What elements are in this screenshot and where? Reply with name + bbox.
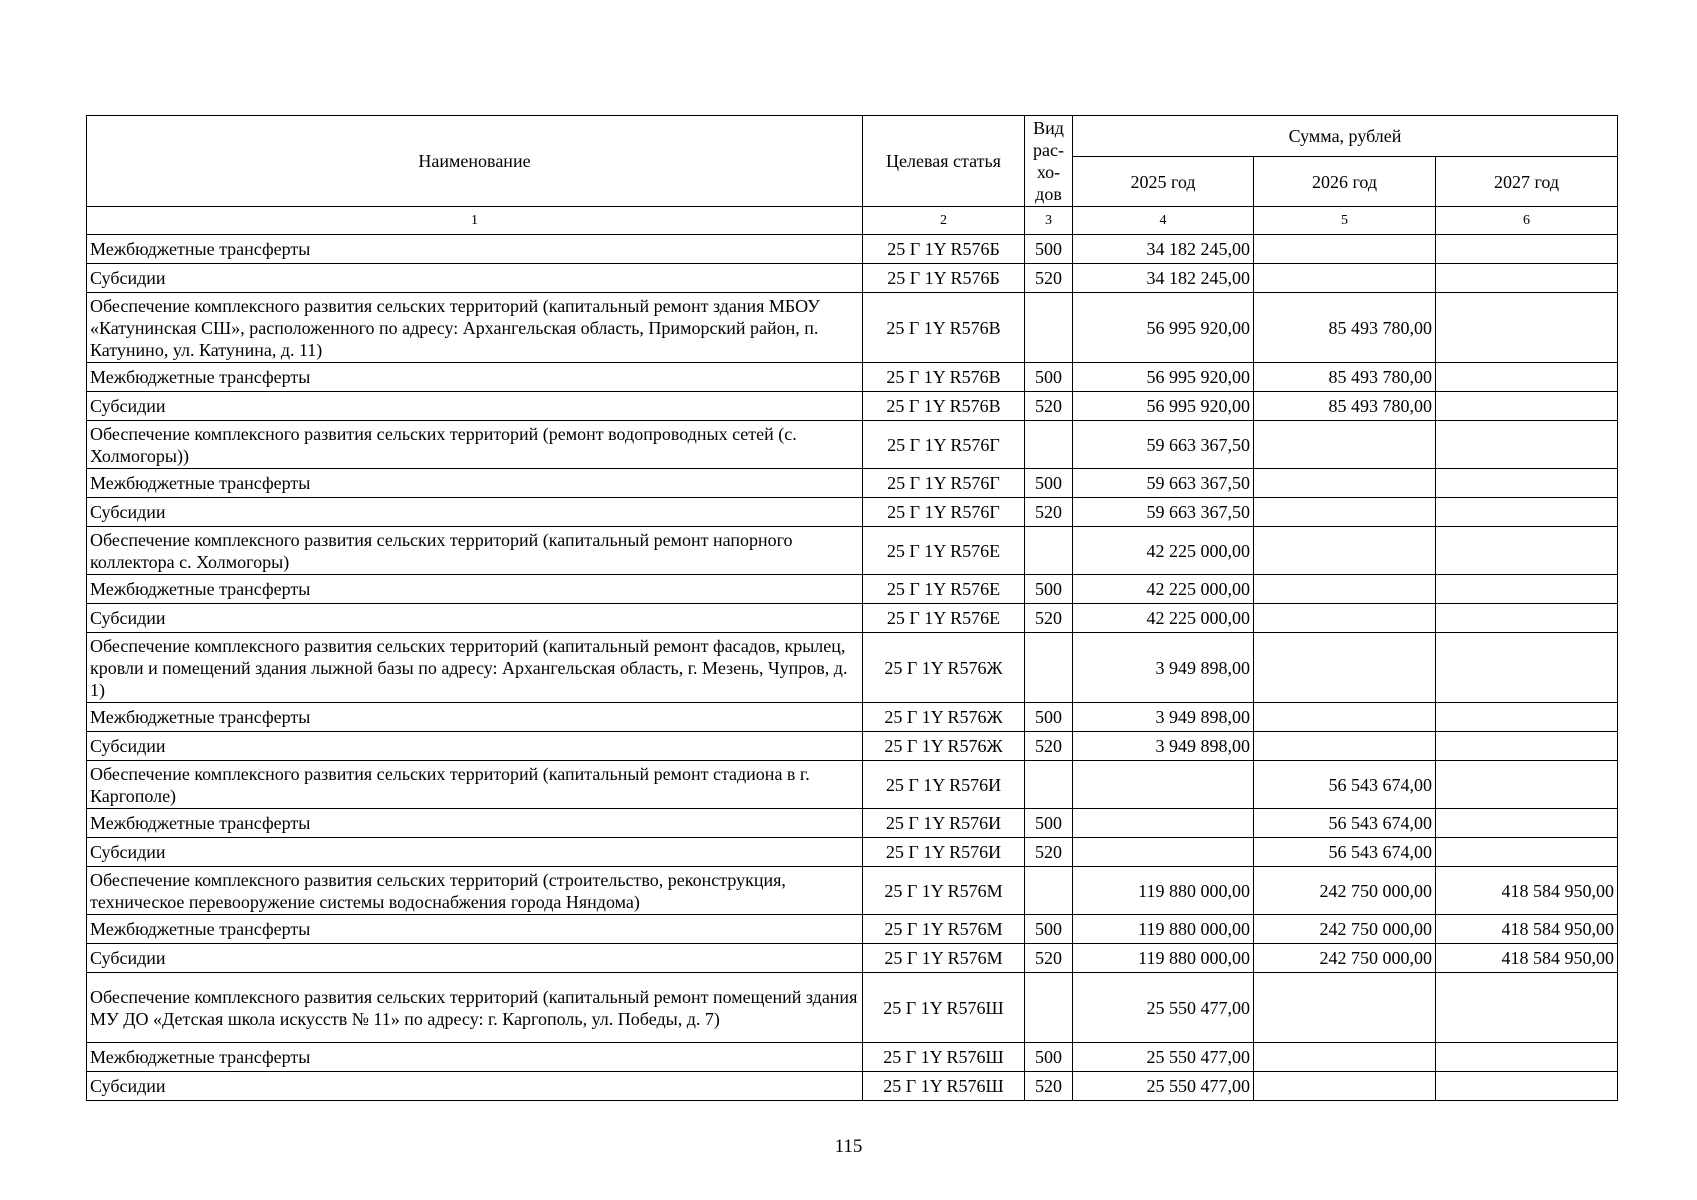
row-name: Межбюджетные трансферты [87,469,863,498]
row-expense-type: 520 [1025,732,1073,761]
row-amount-2025 [1073,838,1254,867]
row-target-article: 25 Г 1Y R576Ж [863,703,1025,732]
header-target-article: Целевая статья [863,116,1025,207]
row-expense-type [1025,421,1073,469]
row-target-article: 25 Г 1Y R576В [863,392,1025,421]
row-amount-2026 [1254,498,1436,527]
row-amount-2027 [1436,838,1618,867]
table-row [87,264,1618,293]
row-expense-type [1025,867,1073,915]
row-name: Межбюджетные трансферты [87,363,863,392]
row-expense-type [1025,761,1073,809]
row-target-article: 25 Г 1Y R576Е [863,575,1025,604]
row-amount-2025: 59 663 367,50 [1073,421,1254,469]
row-expense-type [1025,973,1073,1043]
row-name: Субсидии [87,944,863,973]
row-amount-2027 [1436,264,1618,293]
row-target-article: 25 Г 1Y R576Б [863,235,1025,264]
table-row [87,944,1618,973]
header-expense-type-line: хо- [1036,162,1061,182]
row-amount-2027 [1436,575,1618,604]
header-expense-type-line: рас- [1033,140,1064,160]
row-amount-2027 [1436,469,1618,498]
row-amount-2026: 242 750 000,00 [1254,944,1436,973]
row-expense-type: 520 [1025,392,1073,421]
row-name: Межбюджетные трансферты [87,575,863,604]
row-amount-2025 [1073,761,1254,809]
row-name: Субсидии [87,604,863,633]
row-amount-2025: 25 550 477,00 [1073,1043,1254,1072]
header-name: Наименование [87,116,863,207]
row-amount-2027 [1436,604,1618,633]
row-amount-2027: 418 584 950,00 [1436,915,1618,944]
row-target-article: 25 Г 1Y R576Ш [863,1072,1025,1101]
row-name: Субсидии [87,392,863,421]
row-amount-2026 [1254,1072,1436,1101]
row-target-article: 25 Г 1Y R576М [863,944,1025,973]
row-name: Обеспечение комплексного развития сельских территорий (строительство, реконструкция, техническое перевооружение системы водоснабжения города Няндома) [87,867,863,915]
row-name: Обеспечение комплексного развития сельских территорий (капитальный ремонт стадиона в г. Каргополе) [87,761,863,809]
row-target-article: 25 Г 1Y R576Г [863,421,1025,469]
row-expense-type [1025,293,1073,363]
header-sum: Сумма, рублей [1073,116,1618,157]
row-amount-2025: 34 182 245,00 [1073,235,1254,264]
row-amount-2026: 56 543 674,00 [1254,761,1436,809]
table-row [87,235,1618,264]
row-amount-2026 [1254,527,1436,575]
row-amount-2026: 85 493 780,00 [1254,363,1436,392]
row-amount-2026: 242 750 000,00 [1254,915,1436,944]
row-target-article: 25 Г 1Y R576Б [863,264,1025,293]
row-amount-2026 [1254,732,1436,761]
row-expense-type: 500 [1025,235,1073,264]
row-expense-type [1025,527,1073,575]
row-expense-type [1025,633,1073,703]
row-amount-2025 [1073,809,1254,838]
row-name: Межбюджетные трансферты [87,915,863,944]
table-row [87,498,1618,527]
row-name: Обеспечение комплексного развития сельских территорий (капитальный ремонт помещений здания МУ ДО «Детская школа искусств № 11» по адресу: г. Каргополь, ул. Победы, д. 7) [87,973,863,1043]
row-target-article: 25 Г 1Y R576Ж [863,732,1025,761]
table-row [87,973,1618,1043]
table-row [87,421,1618,469]
row-amount-2026 [1254,703,1436,732]
row-amount-2025: 3 949 898,00 [1073,633,1254,703]
table-row [87,527,1618,575]
row-amount-2026 [1254,264,1436,293]
table-row [87,1043,1618,1072]
row-expense-type: 520 [1025,944,1073,973]
row-name: Обеспечение комплексного развития сельских территорий (капитальный ремонт здания МБОУ «Катунинская СШ», расположенного по адресу: Архангельская область, Приморский район, п. Катунино, ул. Катунина, д. 11) [87,293,863,363]
column-number: 6 [1436,207,1618,235]
row-amount-2026 [1254,575,1436,604]
row-amount-2027 [1436,392,1618,421]
row-amount-2027 [1436,809,1618,838]
row-target-article: 25 Г 1Y R576В [863,293,1025,363]
row-amount-2025: 34 182 245,00 [1073,264,1254,293]
row-amount-2026 [1254,633,1436,703]
table-row [87,469,1618,498]
row-expense-type: 500 [1025,809,1073,838]
row-target-article: 25 Г 1Y R576Г [863,498,1025,527]
row-amount-2026 [1254,604,1436,633]
row-name: Межбюджетные трансферты [87,235,863,264]
table-row [87,575,1618,604]
header-year-2027: 2027 год [1436,157,1618,207]
row-target-article: 25 Г 1Y R576М [863,915,1025,944]
row-target-article: 25 Г 1Y R576Г [863,469,1025,498]
header-expense-type-line: дов [1035,184,1062,204]
row-expense-type: 520 [1025,604,1073,633]
row-name: Межбюджетные трансферты [87,809,863,838]
row-amount-2026 [1254,973,1436,1043]
row-amount-2027 [1436,1043,1618,1072]
row-amount-2025: 3 949 898,00 [1073,732,1254,761]
header-year-2026: 2026 год [1254,157,1436,207]
row-target-article: 25 Г 1Y R576Е [863,527,1025,575]
row-amount-2025: 25 550 477,00 [1073,973,1254,1043]
row-amount-2025: 56 995 920,00 [1073,293,1254,363]
row-name: Межбюджетные трансферты [87,703,863,732]
row-name: Субсидии [87,498,863,527]
table-row [87,363,1618,392]
row-amount-2026 [1254,469,1436,498]
header-expense-type-line: Вид [1033,118,1064,138]
row-amount-2025: 119 880 000,00 [1073,867,1254,915]
row-amount-2027 [1436,1072,1618,1101]
row-target-article: 25 Г 1Y R576И [863,838,1025,867]
row-expense-type: 520 [1025,838,1073,867]
table-row [87,604,1618,633]
column-number: 5 [1254,207,1436,235]
budget-table [86,115,1618,1101]
row-target-article: 25 Г 1Y R576Ш [863,973,1025,1043]
row-amount-2027: 418 584 950,00 [1436,944,1618,973]
header-expense-type [1025,116,1073,207]
table-row [87,761,1618,809]
row-amount-2027 [1436,732,1618,761]
table-row [87,867,1618,915]
row-amount-2025: 42 225 000,00 [1073,604,1254,633]
row-target-article: 25 Г 1Y R576Е [863,604,1025,633]
column-number: 4 [1073,207,1254,235]
row-target-article: 25 Г 1Y R576М [863,867,1025,915]
page-number: 115 [834,1136,863,1157]
row-expense-type: 520 [1025,264,1073,293]
table-row [87,703,1618,732]
row-name: Субсидии [87,1072,863,1101]
column-number: 1 [87,207,863,235]
row-amount-2026: 242 750 000,00 [1254,867,1436,915]
row-expense-type: 500 [1025,575,1073,604]
table-row [87,1072,1618,1101]
row-amount-2025: 56 995 920,00 [1073,392,1254,421]
row-amount-2026 [1254,235,1436,264]
row-amount-2027 [1436,235,1618,264]
row-amount-2025: 25 550 477,00 [1073,1072,1254,1101]
row-amount-2026: 85 493 780,00 [1254,392,1436,421]
row-expense-type: 520 [1025,498,1073,527]
table-row [87,809,1618,838]
row-amount-2025: 119 880 000,00 [1073,944,1254,973]
row-name: Обеспечение комплексного развития сельских территорий (капитальный ремонт напорного коллектора с. Холмогоры) [87,527,863,575]
row-amount-2025: 56 995 920,00 [1073,363,1254,392]
row-amount-2026: 85 493 780,00 [1254,293,1436,363]
row-amount-2027 [1436,421,1618,469]
row-name: Субсидии [87,838,863,867]
row-amount-2027 [1436,761,1618,809]
row-name: Обеспечение комплексного развития сельских территорий (капитальный ремонт фасадов, крылец, кровли и помещений здания лыжной базы по адресу: Архангельская область, г. Мезень, Чупров, д. 1) [87,633,863,703]
row-expense-type: 500 [1025,363,1073,392]
row-amount-2027 [1436,633,1618,703]
table-body [87,235,1618,1101]
row-amount-2027 [1436,527,1618,575]
table-row [87,838,1618,867]
row-amount-2025: 42 225 000,00 [1073,527,1254,575]
table-row [87,915,1618,944]
row-expense-type: 500 [1025,469,1073,498]
row-amount-2027 [1436,703,1618,732]
row-target-article: 25 Г 1Y R576И [863,761,1025,809]
row-name: Субсидии [87,264,863,293]
row-amount-2027 [1436,293,1618,363]
row-amount-2025: 59 663 367,50 [1073,498,1254,527]
row-amount-2027 [1436,973,1618,1043]
table-row [87,633,1618,703]
row-amount-2027 [1436,498,1618,527]
row-name: Межбюджетные трансферты [87,1043,863,1072]
row-name: Субсидии [87,732,863,761]
row-target-article: 25 Г 1Y R576В [863,363,1025,392]
row-amount-2026 [1254,421,1436,469]
row-amount-2025: 42 225 000,00 [1073,575,1254,604]
row-amount-2026: 56 543 674,00 [1254,838,1436,867]
row-amount-2025: 59 663 367,50 [1073,469,1254,498]
row-amount-2025: 3 949 898,00 [1073,703,1254,732]
table-row [87,392,1618,421]
header-year-2025: 2025 год [1073,157,1254,207]
row-amount-2026: 56 543 674,00 [1254,809,1436,838]
table-row [87,293,1618,363]
row-target-article: 25 Г 1Y R576Ж [863,633,1025,703]
row-expense-type: 500 [1025,915,1073,944]
row-amount-2025: 119 880 000,00 [1073,915,1254,944]
row-amount-2027 [1436,363,1618,392]
row-expense-type: 520 [1025,1072,1073,1101]
row-target-article: 25 Г 1Y R576И [863,809,1025,838]
row-amount-2026 [1254,1043,1436,1072]
row-target-article: 25 Г 1Y R576Ш [863,1043,1025,1072]
row-name: Обеспечение комплексного развития сельских территорий (ремонт водопроводных сетей (с. Холмогоры)) [87,421,863,469]
table-row [87,732,1618,761]
row-amount-2027: 418 584 950,00 [1436,867,1618,915]
row-expense-type: 500 [1025,703,1073,732]
column-number: 3 [1025,207,1073,235]
column-number: 2 [863,207,1025,235]
row-expense-type: 500 [1025,1043,1073,1072]
